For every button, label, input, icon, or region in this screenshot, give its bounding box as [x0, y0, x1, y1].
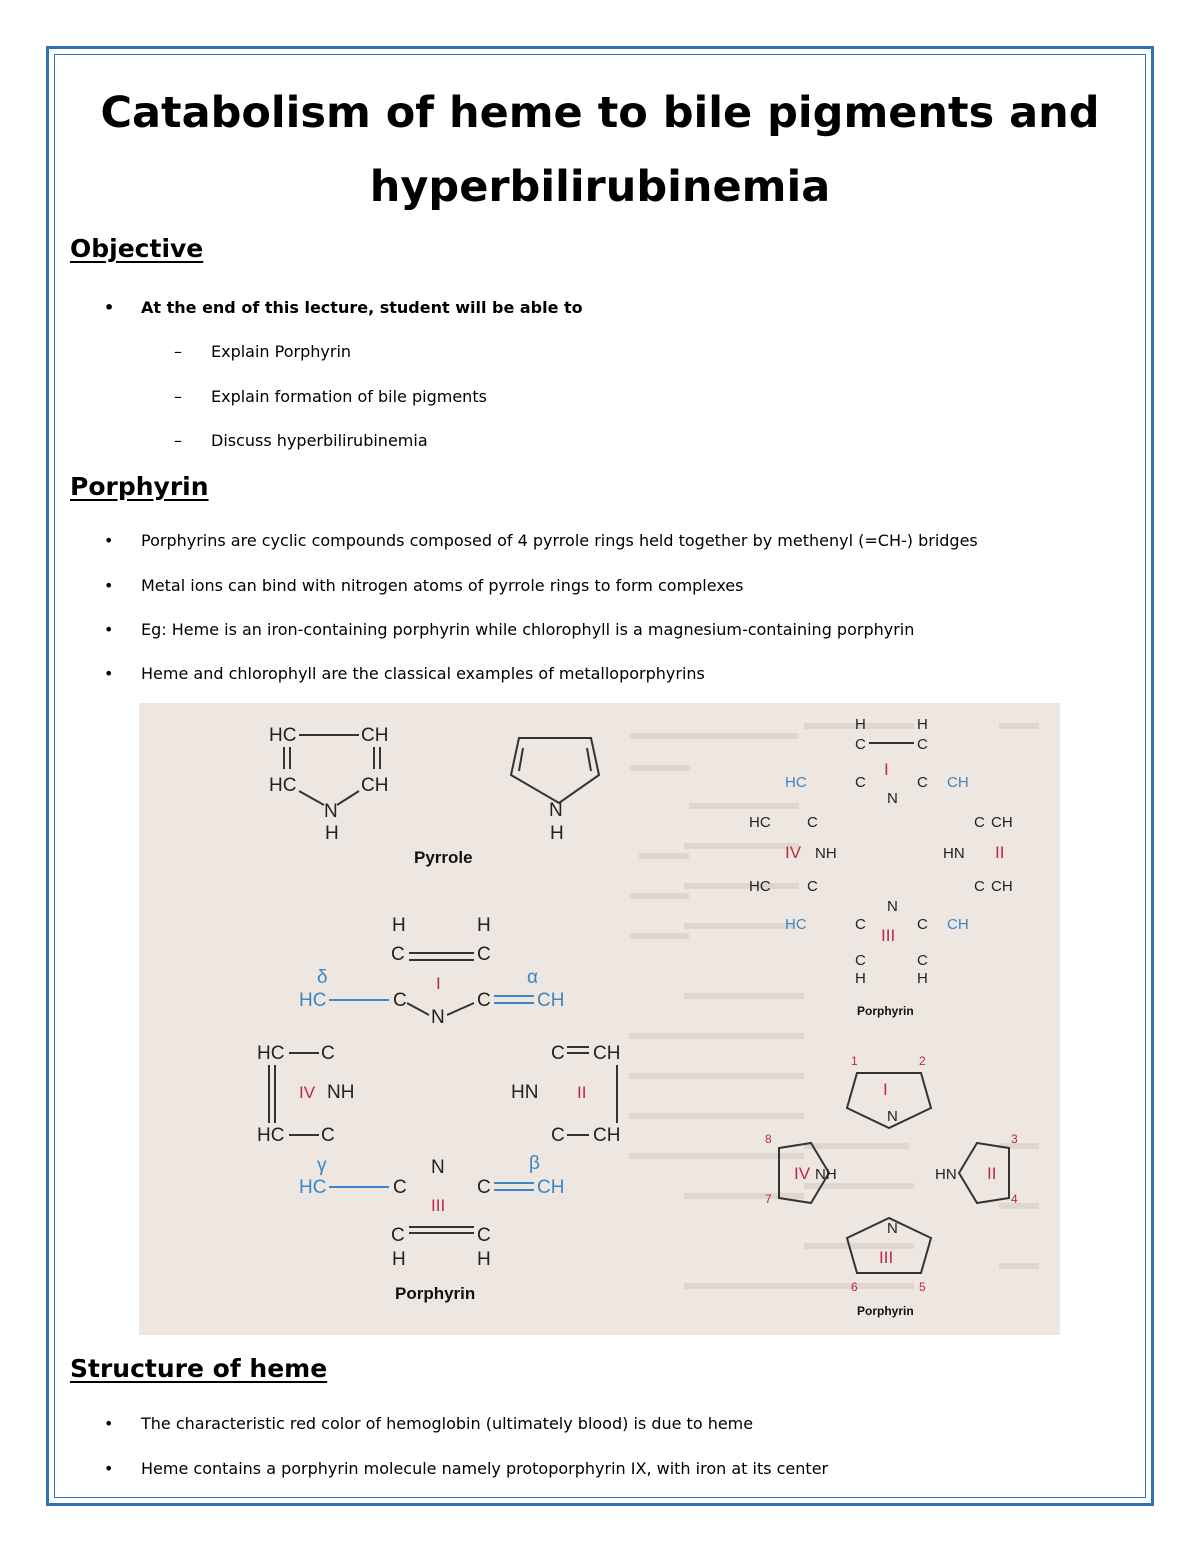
- svg-text:C: C: [391, 944, 405, 965]
- objective-item-text: Explain formation of bile pigments: [211, 387, 487, 406]
- porphyrin-structure-small: [749, 716, 1013, 987]
- svg-text:H: H: [477, 1249, 491, 1270]
- svg-text:HC: HC: [299, 990, 327, 1011]
- svg-text:C: C: [974, 814, 985, 831]
- svg-text:β: β: [529, 1153, 540, 1174]
- objective-heading: Objective: [70, 234, 204, 263]
- svg-text:C: C: [917, 952, 928, 969]
- svg-text:H: H: [392, 915, 406, 936]
- title-line-1: Catabolism of heme to bile pigments and: [100, 88, 1100, 138]
- bullet-marker: •: [104, 531, 114, 550]
- svg-text:H: H: [917, 970, 928, 987]
- svg-text:H: H: [855, 716, 866, 733]
- svg-text:C: C: [477, 990, 491, 1011]
- svg-text:2: 2: [919, 1054, 926, 1068]
- svg-text:HC: HC: [299, 1177, 327, 1198]
- porphyrin-heading: Porphyrin: [70, 472, 209, 501]
- pyrrole-structure-explicit: [269, 725, 388, 844]
- svg-text:5: 5: [919, 1280, 926, 1294]
- svg-text:CH: CH: [593, 1125, 621, 1146]
- objective-item-text: Discuss hyperbilirubinemia: [211, 431, 428, 450]
- porphyrin-caption-large: Porphyrin: [395, 1284, 476, 1303]
- svg-text:C: C: [477, 1225, 491, 1246]
- pyrrole-structure-skeletal: [511, 738, 599, 844]
- svg-text:CH: CH: [991, 878, 1013, 895]
- svg-text:CH: CH: [537, 990, 565, 1011]
- bullet-text: At the end of this lecture, student will be able to: [141, 298, 583, 317]
- svg-text:4: 4: [1011, 1192, 1018, 1206]
- porphyrin-structure-skeletal-numbered: [765, 1054, 1018, 1294]
- porphyrin-structure-large: [257, 915, 620, 1270]
- svg-text:I: I: [883, 1080, 888, 1099]
- bullet-text: Heme contains a porphyrin molecule namely protoporphyrin IX, with iron at its center: [141, 1459, 829, 1478]
- background-scan-texture: [629, 723, 1039, 1289]
- svg-text:CH: CH: [947, 774, 969, 791]
- svg-text:III: III: [881, 926, 896, 945]
- svg-text:C: C: [321, 1125, 335, 1146]
- porphyrin-structure-diagram: [139, 703, 1060, 1335]
- svg-text:C: C: [477, 944, 491, 965]
- svg-text:N: N: [887, 898, 898, 915]
- svg-text:H: H: [325, 823, 339, 844]
- svg-text:N: N: [887, 790, 898, 807]
- svg-text:IV: IV: [299, 1083, 316, 1102]
- svg-text:C: C: [974, 878, 985, 895]
- svg-text:HC: HC: [749, 878, 771, 895]
- svg-text:HC: HC: [257, 1125, 285, 1146]
- svg-text:C: C: [917, 736, 928, 753]
- svg-text:3: 3: [1011, 1132, 1018, 1146]
- svg-text:α: α: [527, 967, 538, 988]
- title-line-2: hyperbilirubinemia: [369, 162, 831, 212]
- svg-text:I: I: [436, 974, 441, 993]
- bullet-marker: •: [104, 576, 114, 595]
- svg-text:C: C: [917, 916, 928, 933]
- svg-text:IV: IV: [794, 1164, 811, 1183]
- svg-text:C: C: [855, 736, 866, 753]
- pyrrole-caption: Pyrrole: [414, 848, 473, 867]
- svg-text:C: C: [477, 1177, 491, 1198]
- document-title: [60, 76, 1140, 224]
- svg-text:I: I: [884, 760, 889, 779]
- svg-text:II: II: [577, 1083, 587, 1102]
- svg-text:C: C: [321, 1043, 335, 1064]
- svg-text:N: N: [431, 1007, 445, 1028]
- svg-text:HN: HN: [511, 1082, 539, 1103]
- svg-text:C: C: [807, 878, 818, 895]
- svg-text:HC: HC: [785, 774, 807, 791]
- svg-text:IV: IV: [785, 843, 802, 862]
- bullet-marker: •: [104, 298, 115, 317]
- svg-text:HC: HC: [785, 916, 807, 933]
- svg-text:H: H: [917, 716, 928, 733]
- bullet-marker: •: [104, 664, 114, 683]
- svg-text:δ: δ: [317, 967, 328, 988]
- svg-text:HC: HC: [749, 814, 771, 831]
- bullet-text: The characteristic red color of hemoglobin (ultimately blood) is due to heme: [141, 1414, 754, 1433]
- structure-of-heme-heading: Structure of heme: [70, 1354, 328, 1383]
- porphyrin-structure-figure: [139, 703, 1060, 1335]
- bullet-marker: •: [104, 1414, 114, 1433]
- svg-text:H: H: [477, 915, 491, 936]
- bullet-text: Heme and chlorophyll are the classical examples of metalloporphyrins: [141, 664, 705, 683]
- svg-text:CH: CH: [361, 775, 389, 796]
- bullet-marker: •: [104, 1459, 114, 1478]
- bullet-marker: •: [104, 620, 114, 639]
- svg-text:γ: γ: [317, 1155, 327, 1176]
- svg-text:N: N: [887, 1108, 898, 1125]
- svg-text:C: C: [391, 1225, 405, 1246]
- svg-text:N: N: [887, 1220, 898, 1237]
- svg-text:N: N: [324, 801, 338, 822]
- svg-text:N: N: [549, 800, 563, 821]
- svg-text:H: H: [855, 970, 866, 987]
- svg-text:C: C: [855, 774, 866, 791]
- svg-text:C: C: [551, 1043, 565, 1064]
- svg-text:CH: CH: [991, 814, 1013, 831]
- svg-text:1: 1: [851, 1054, 858, 1068]
- svg-text:II: II: [987, 1164, 997, 1183]
- svg-text:C: C: [807, 814, 818, 831]
- svg-text:C: C: [855, 916, 866, 933]
- porphyrin-caption-top-right: Porphyrin: [857, 1004, 914, 1018]
- svg-text:8: 8: [765, 1132, 772, 1146]
- svg-text:CH: CH: [947, 916, 969, 933]
- svg-text:CH: CH: [537, 1177, 565, 1198]
- svg-text:NH: NH: [815, 845, 837, 862]
- svg-text:6: 6: [851, 1280, 858, 1294]
- dash-marker: –: [174, 431, 182, 450]
- dash-marker: –: [174, 342, 182, 361]
- svg-text:C: C: [855, 952, 866, 969]
- svg-text:C: C: [917, 774, 928, 791]
- svg-text:NH: NH: [815, 1166, 837, 1183]
- porphyrin-caption-bottom-right: Porphyrin: [857, 1304, 914, 1318]
- svg-text:C: C: [551, 1125, 565, 1146]
- svg-text:HC: HC: [257, 1043, 285, 1064]
- svg-text:CH: CH: [361, 725, 389, 746]
- svg-text:C: C: [393, 1177, 407, 1198]
- objective-item-text: Explain Porphyrin: [211, 342, 352, 361]
- dash-marker: –: [174, 387, 182, 406]
- bullet-text: Porphyrins are cyclic compounds composed of 4 pyrrole rings held together by methenyl (=CH-) bridges: [141, 531, 978, 550]
- svg-text:III: III: [431, 1196, 446, 1215]
- svg-text:H: H: [550, 823, 564, 844]
- svg-text:C: C: [393, 990, 407, 1011]
- svg-text:HC: HC: [269, 725, 297, 746]
- svg-text:NH: NH: [327, 1082, 355, 1103]
- svg-text:HN: HN: [943, 845, 965, 862]
- svg-text:7: 7: [765, 1192, 772, 1206]
- svg-text:HN: HN: [935, 1166, 957, 1183]
- svg-text:CH: CH: [593, 1043, 621, 1064]
- svg-text:N: N: [431, 1157, 445, 1178]
- svg-text:H: H: [392, 1249, 406, 1270]
- svg-text:HC: HC: [269, 775, 297, 796]
- svg-text:II: II: [995, 843, 1005, 862]
- svg-text:III: III: [879, 1248, 894, 1267]
- bullet-text: Eg: Heme is an iron-containing porphyrin while chlorophyll is a magnesium-containing porphyrin: [141, 620, 915, 639]
- bullet-text: Metal ions can bind with nitrogen atoms of pyrrole rings to form complexes: [141, 576, 744, 595]
